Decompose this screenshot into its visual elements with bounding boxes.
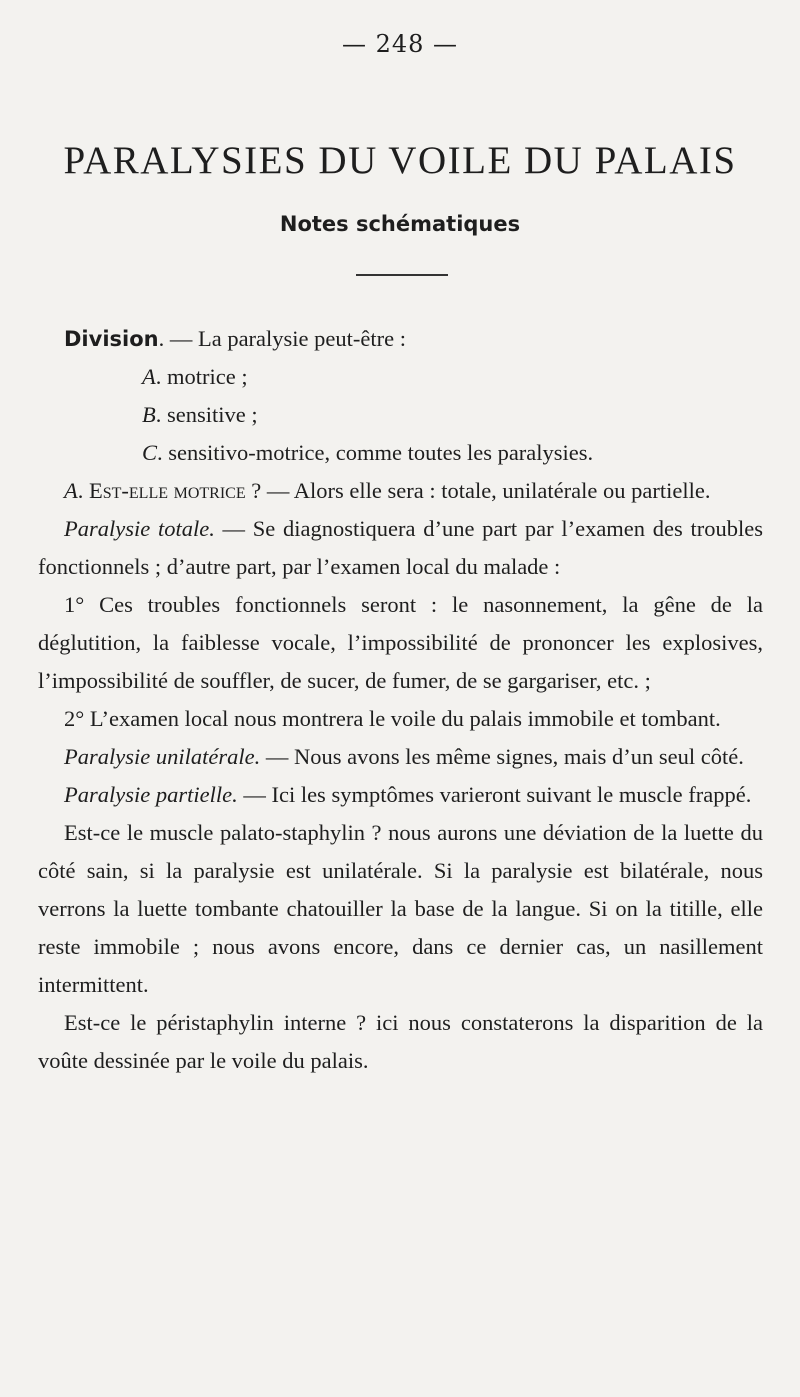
unilaterale-paragraph xyxy=(38,738,763,776)
totale-text: — Se diagnostiquera d’une part par l’examen des troubles fonctionnels ; d’autre part, par l’examen local du malade : xyxy=(38,516,763,579)
division-item-c xyxy=(38,434,763,472)
totale-heading: Paralysie totale. xyxy=(64,516,215,541)
partielle-paragraph xyxy=(38,776,763,814)
division-item-b xyxy=(38,396,763,434)
point-2-paragraph: 2° L’examen local nous montrera le voile du palais immobile et tombant. xyxy=(64,706,721,731)
division-heading: Division xyxy=(64,327,159,351)
item-label: A xyxy=(142,364,156,389)
page-subtitle: Notes schématiques xyxy=(279,212,521,236)
unilaterale-text: — Nous avons les même signes, mais d’un seul côté. xyxy=(260,744,744,769)
item-label: C xyxy=(142,440,158,465)
division-paragraph xyxy=(38,320,763,358)
motrice-paragraph xyxy=(38,472,763,510)
totale-paragraph xyxy=(38,510,763,586)
divider-rule xyxy=(356,274,448,276)
motrice-label: A xyxy=(64,478,78,503)
item-text: . sensitivo-motrice, comme toutes les paralysies. xyxy=(157,440,594,465)
palato-staphylin-paragraph: Est-ce le muscle palato-staphylin ? nous aurons une déviation de la luette du côté sain, si la paralysie est unilatérale. Si la paralysie est bilatérale, nous verrons la luette tombante chatouiller la base de la langue. Si on la titille, elle reste immobile ; nous avons encore, dans ce dernier cas, un nasillement intermittent. xyxy=(38,820,763,997)
division-item-a xyxy=(38,358,763,396)
motrice-heading: . Est-elle motrice ? xyxy=(77,478,262,503)
item-text: . motrice ; xyxy=(155,364,248,389)
page-number: — 248 — xyxy=(341,30,459,58)
motrice-text: — Alors elle sera : totale, unilatérale ou partielle. xyxy=(261,478,711,503)
item-text: . sensitive ; xyxy=(155,402,258,427)
partielle-heading: Paralysie partielle. xyxy=(64,782,238,807)
item-label: B xyxy=(142,402,156,427)
point-1-paragraph: 1° Ces troubles fonctionnels seront : le nasonnement, la gêne de la déglutition, la faiblesse vocale, l’impossibilité de prononcer les explosives, l’impossibilité de souffler, de sucer, de fumer, de se gargariser, etc. ; xyxy=(38,592,763,693)
peristaphylin-paragraph: Est-ce le péristaphylin interne ? ici nous constaterons la disparition de la voûte dessinée par le voile du palais. xyxy=(38,1010,763,1073)
page-title: PARALYSIES DU VOILE DU PALAIS xyxy=(63,139,737,182)
body-text xyxy=(38,320,763,1080)
unilaterale-heading: Paralysie unilatérale. xyxy=(64,744,261,769)
partielle-text: — Ici les symptômes varieront suivant le muscle frappé. xyxy=(237,782,752,807)
division-intro: . — La paralysie peut-être : xyxy=(158,326,406,351)
